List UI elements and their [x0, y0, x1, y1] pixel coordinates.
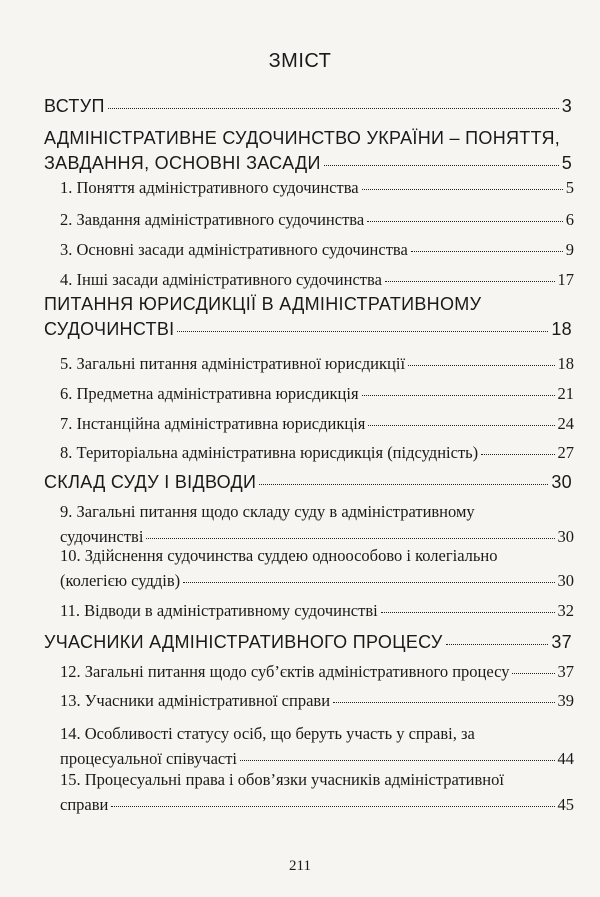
dot-leader [481, 454, 554, 455]
toc-entry-title: ВСТУП [44, 96, 105, 116]
toc-entry-3 [60, 178, 574, 198]
toc-entry-page: 37 [551, 632, 572, 652]
toc-entry-20 [60, 770, 574, 815]
toc-entry-title: 14. Особливості статусу осіб, що беруть участь у справі, за [60, 724, 475, 743]
toc-entry-title: 7. Інстанційна адміністративна юрисдикція [60, 414, 366, 433]
toc-entry-page: 37 [557, 662, 574, 681]
toc-entry-17 [60, 662, 574, 682]
toc-entry-19 [60, 724, 574, 769]
dot-leader [177, 331, 548, 332]
toc-entry-10 [60, 414, 574, 434]
dot-leader [362, 395, 555, 396]
toc-entry-title-continuation: процесуальної співучасті [60, 749, 238, 768]
toc-entry-page: 18 [551, 319, 572, 339]
dot-leader [240, 760, 554, 761]
toc-entry-title: 2. Завдання адміністративного судочинства [60, 210, 365, 229]
dot-leader [381, 612, 555, 613]
toc-entry-page: 17 [557, 270, 574, 289]
toc-entry-title-continuation: судочинстві [60, 527, 144, 546]
toc-entry-11 [60, 443, 574, 463]
toc-entry-title: 6. Предметна адміністративна юрисдикція [60, 384, 359, 403]
dot-leader [259, 484, 548, 485]
toc-entry-2 [44, 128, 572, 174]
toc-entry-page: 9 [565, 240, 574, 259]
dot-leader [408, 365, 554, 366]
dot-leader [385, 281, 555, 282]
toc-entry-title: 10. Здійснення судочинства суддею одноособово і колегіально [60, 546, 498, 565]
toc-entry-title: 8. Територіальна адміністративна юрисдикція (підсудність) [60, 443, 479, 462]
toc-entry-title-continuation: (колегією суддів) [60, 571, 181, 590]
dot-leader [411, 251, 563, 252]
toc-entry-title-continuation: ЗАВДАННЯ, ОСНОВНІ ЗАСАДИ [44, 153, 321, 173]
dot-leader [333, 702, 554, 703]
toc-entry-7 [44, 294, 572, 340]
page-number: 211 [289, 858, 311, 874]
toc-entry-title: АДМІНІСТРАТИВНЕ СУДОЧИНСТВО УКРАЇНИ – ПОНЯТТЯ, [44, 128, 561, 148]
dot-leader [512, 673, 554, 674]
toc-entry-page: 27 [557, 443, 574, 462]
toc-entry-page: 5 [561, 153, 572, 173]
dot-leader [367, 221, 563, 222]
toc-entry-5 [60, 240, 574, 260]
toc-entry-6 [60, 270, 574, 290]
toc-entry-title: 15. Процесуальні права і обов’язки учасників адміністративної [60, 770, 504, 789]
toc-entry-1 [44, 96, 572, 117]
toc-entry-page: 6 [565, 210, 574, 229]
toc-entry-title: 11. Відводи в адміністративному судочинстві [60, 601, 378, 620]
toc-entry-16 [44, 632, 572, 653]
toc-entry-title: 5. Загальні питання адміністративної юрисдикції [60, 354, 406, 373]
toc-entry-12 [44, 472, 572, 493]
toc-entry-title-continuation: СУДОЧИНСТВІ [44, 319, 175, 339]
toc-entry-15 [60, 601, 574, 621]
dot-leader [108, 108, 559, 109]
toc-entry-title: 3. Основні засади адміністративного судочинства [60, 240, 408, 259]
toc-entry-page: 39 [557, 691, 574, 710]
toc-entry-title: СКЛАД СУДУ І ВІДВОДИ [44, 472, 257, 492]
toc-entry-title: 12. Загальні питання щодо суб’єктів адміністративного процесу [60, 662, 510, 681]
toc-entry-page: 45 [557, 795, 574, 814]
dot-leader [146, 538, 554, 539]
toc-entry-page: 30 [557, 527, 574, 546]
dot-leader [446, 644, 549, 645]
toc-entry-9 [60, 384, 574, 404]
page-title: ЗМІСТ [268, 50, 332, 72]
toc-entry-title: 1. Поняття адміністративного судочинства [60, 178, 359, 197]
toc-entry-title: 4. Інші засади адміністративного судочинства [60, 270, 382, 289]
toc-entry-18 [60, 691, 574, 711]
dot-leader [362, 189, 563, 190]
toc-entry-title: ПИТАННЯ ЮРИСДИКЦІЇ В АДМІНІСТРАТИВНОМУ [44, 294, 482, 314]
toc-entry-page: 18 [557, 354, 574, 373]
toc-entry-page: 24 [557, 414, 574, 433]
toc-entry-13 [60, 502, 574, 547]
toc-entry-page: 44 [557, 749, 574, 768]
toc-entry-title: УЧАСНИКИ АДМІНІСТРАТИВНОГО ПРОЦЕСУ [44, 632, 443, 652]
toc-entry-page: 3 [561, 96, 572, 116]
toc-entry-title: 13. Учасники адміністративної справи [60, 691, 331, 710]
toc-entry-4 [60, 210, 574, 230]
toc-entry-title: 9. Загальні питання щодо складу суду в адміністративному [60, 502, 475, 521]
toc-entry-page: 32 [557, 601, 574, 620]
dot-leader [368, 425, 554, 426]
toc-entry-page: 21 [557, 384, 574, 403]
dot-leader [111, 806, 554, 807]
toc-entry-page: 30 [551, 472, 572, 492]
dot-leader [183, 582, 554, 583]
toc-entry-page: 30 [557, 571, 574, 590]
dot-leader [324, 165, 559, 166]
toc-entry-title-continuation: справи [60, 795, 109, 814]
toc-entry-14 [60, 546, 574, 591]
toc-entry-8 [60, 354, 574, 374]
toc-entry-page: 5 [565, 178, 574, 197]
